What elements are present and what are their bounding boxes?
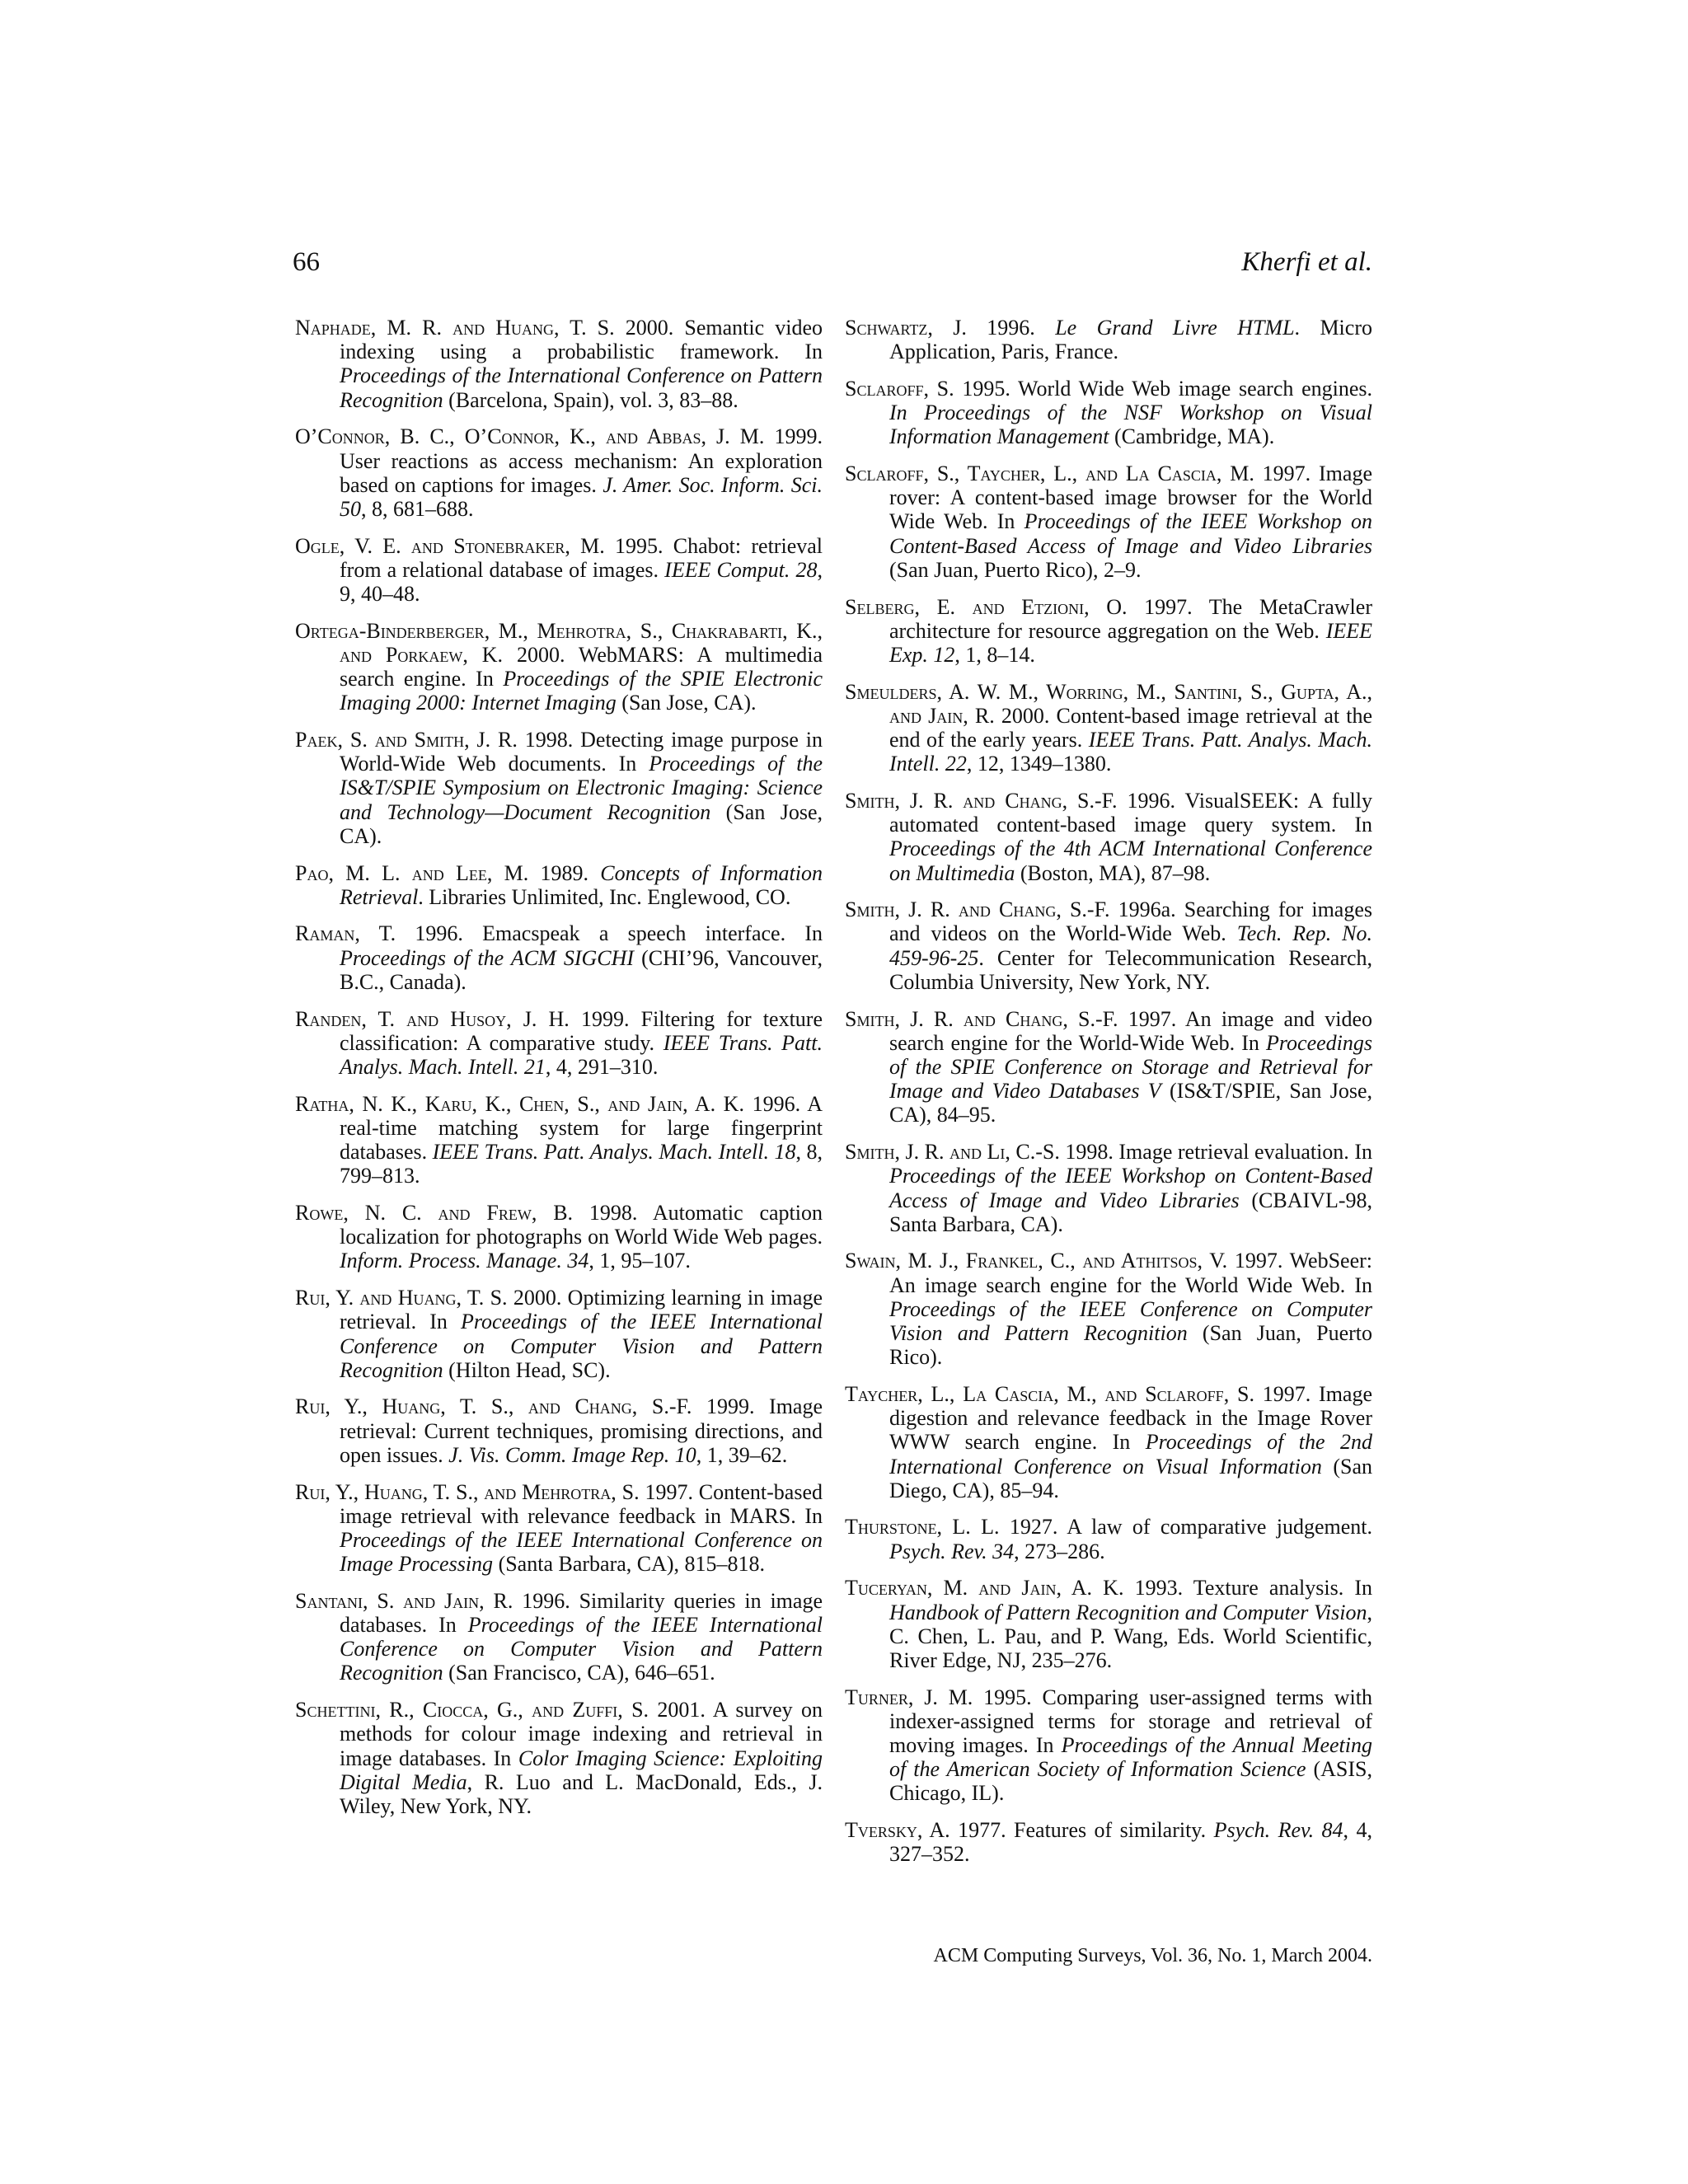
reference-text: 1997. Image rover: A content-based image browser for the World Wide Web. In — [889, 462, 1372, 534]
reference-venue: Concepts of Information Retrieval — [340, 860, 823, 909]
reference-authors: Ogle, V. E. and Stonebraker, M. — [295, 533, 605, 558]
reference-text: (IS&T/SPIE, San Jose, CA), 84–95. — [889, 1079, 1372, 1127]
reference-entry — [845, 1685, 1372, 1806]
reference-entry — [845, 1515, 1372, 1563]
reference-text: 1996. — [966, 316, 1056, 340]
reference-authors: Schettini, R., Ciocca, G., and Zuffi, S. — [295, 1698, 649, 1722]
reference-venue: Proceedings of the 4th ACM International Conference on Multimedia — [889, 837, 1372, 885]
reference-entry — [295, 1092, 823, 1188]
reference-entry — [295, 921, 823, 994]
reference-text: (Hilton Head, SC). — [443, 1357, 611, 1382]
reference-entry — [295, 1286, 823, 1382]
reference-text: 1998. Automatic caption localization for photographs on World Wide Web pages. — [340, 1201, 823, 1249]
reference-text: 1996a. Searching for images and videos on the World-Wide Web. — [889, 898, 1373, 946]
reference-entry — [845, 1576, 1372, 1672]
reference-venue: Proceedings of the SPIE Conference on Storage and Retrieval for Image and Video Databases V — [889, 1030, 1372, 1104]
reference-venue: Proceedings of the 2nd International Conference on Visual Information — [889, 1430, 1373, 1479]
running-title: Kherfi et al. — [1241, 247, 1372, 277]
reference-authors: Naphade, M. R. and Huang, T. S. — [295, 316, 615, 340]
reference-entry — [845, 1249, 1372, 1369]
reference-text: 1989. — [528, 860, 601, 885]
reference-entry — [845, 1818, 1372, 1866]
reference-text: 1998. Image retrieval evaluation. In — [1059, 1140, 1372, 1165]
reference-text: (Santa Barbara, CA), 815–818. — [493, 1552, 766, 1577]
reference-entry — [295, 1589, 823, 1685]
reference-text: (San Jose, CA). — [616, 691, 757, 715]
reference-venue: Le Grand Livre HTML — [1055, 316, 1295, 340]
reference-entry — [845, 1140, 1372, 1236]
reference-text: . Libraries Unlimited, Inc. Englewood, CO. — [418, 884, 791, 909]
reference-text: (CHI’96, Vancouver, B.C., Canada). — [340, 945, 823, 994]
reference-authors: Ortega-Binderberger, M., Mehrotra, S., Chakrabarti, K., and Porkaew, K. — [295, 618, 823, 667]
page-header — [293, 247, 1372, 288]
reference-venue: Proceedings of the SPIE Electronic Imaging 2000: Internet Imaging — [340, 667, 823, 715]
reference-text: 2000. Optimizing learning in image retrieval. In — [340, 1286, 823, 1334]
reference-text: 1997. The MetaCrawler architecture for resource aggregation on the Web. — [889, 594, 1372, 643]
reference-text: 2001. A survey on methods for colour image indexing and retrieval in image databases. In — [340, 1698, 823, 1770]
reference-authors: Paek, S. and Smith, J. R. — [295, 728, 518, 752]
references-left-column — [295, 316, 823, 1831]
reference-entry — [295, 619, 823, 715]
reference-entry — [845, 316, 1372, 363]
reference-venue: Proceedings of the ACM SIGCHI — [340, 945, 635, 970]
reference-authors: Swain, M. J., Frankel, C., and Athitsos, V. — [845, 1249, 1228, 1273]
reference-entry — [295, 861, 823, 909]
reference-authors: O’Connor, B. C., O’Connor, K., and Abbas, J. M. — [295, 424, 765, 449]
reference-text: , 9, 40–48. — [340, 557, 823, 607]
reference-text: (CBAIVL-98, Santa Barbara, CA). — [889, 1188, 1372, 1236]
reference-authors: Smith, J. R. and Chang, S.-F. — [845, 1006, 1118, 1031]
reference-text: (San Diego, CA), 85–94. — [889, 1454, 1372, 1502]
reference-text: (Cambridge, MA). — [1109, 424, 1275, 449]
reference-venue: Proceedings of the Annual Meeting of the American Society of Information Science — [889, 1733, 1372, 1782]
page-number: 66 — [293, 247, 320, 277]
reference-entry — [845, 462, 1372, 582]
reference-authors: Tuceryan, M. and Jain, A. K. — [845, 1576, 1124, 1601]
reference-venue: Proceedings of the IEEE International Conference on Computer Vision and Pattern Recognition — [340, 1613, 823, 1685]
reference-entry — [845, 1007, 1372, 1127]
reference-venue: Proceedings of the IEEE Conference on Computer Vision and Pattern Recognition — [889, 1296, 1372, 1346]
reference-authors: Sclaroff, S. — [845, 376, 954, 401]
reference-venue: IEEE Exp. 12 — [889, 618, 1372, 667]
reference-authors: Rui, Y. and Huang, T. S. — [295, 1286, 508, 1310]
reference-venue: Tech. Rep. No. 459-96-25 — [889, 921, 1372, 970]
reference-entry — [295, 316, 823, 412]
reference-text: , 1, 39–62. — [696, 1442, 788, 1467]
reference-entry — [295, 1394, 823, 1467]
reference-venue: Proceedings of the IEEE Workshop on Content-Based Access of Image and Video Libraries — [889, 509, 1372, 558]
reference-entry — [845, 595, 1372, 668]
reference-authors: Tversky, A. — [845, 1818, 950, 1843]
reference-text: 1999. User reactions as access mechanism: An exploration based on captions for images. — [340, 424, 823, 497]
reference-text: (San Jose, CA). — [340, 799, 823, 848]
reference-authors: Santani, S. and Jain, R. — [295, 1588, 513, 1613]
reference-text: (Barcelona, Spain), vol. 3, 83–88. — [443, 387, 738, 412]
reference-text: (ASIS, Chicago, IL). — [889, 1757, 1372, 1806]
reference-text: , 8, 799–813. — [340, 1140, 823, 1188]
reference-text: (Boston, MA), 87–98. — [1015, 860, 1211, 885]
reference-text: 1997. Content-based image retrieval with relevance feedback in MARS. In — [340, 1479, 823, 1528]
reference-entry — [845, 789, 1372, 885]
reference-entry — [845, 680, 1372, 776]
journal-footer: ACM Computing Surveys, Vol. 36, No. 1, March 2004. — [933, 1945, 1372, 1966]
reference-text: , C. Chen, L. Pau, and P. Wang, Eds. World Scientific, River Edge, NJ, 235–276. — [889, 1600, 1372, 1672]
reference-text: , 8, 681–688. — [361, 496, 474, 521]
reference-venue: IEEE Comput. 28 — [664, 557, 818, 582]
reference-text: , 273–286. — [1014, 1539, 1105, 1563]
reference-entry — [845, 898, 1372, 994]
reference-venue: Proceedings of the International Conference on Pattern Recognition — [340, 363, 823, 412]
reference-text: 1999. Image retrieval: Current techniques, promising directions, and open issues. — [340, 1394, 823, 1467]
reference-text: , R. Luo and L. MacDonald, Eds., J. Wiley, New York, NY. — [340, 1769, 823, 1818]
reference-text: 2000. WebMARS: A multimedia search engine. In — [340, 642, 823, 691]
reference-venue: In Proceedings of the NSF Workshop on Visual Information Management — [889, 401, 1372, 449]
reference-text: 1996. VisualSEEK: A fully automated content-based image query system. In — [889, 788, 1372, 837]
reference-entry — [295, 728, 823, 848]
reference-authors: Rui, Y., Huang, T. S., and Chang, S.-F. — [295, 1394, 692, 1419]
reference-venue: Color Imaging Science: Exploiting Digital Media — [340, 1746, 823, 1794]
reference-text: 1993. Texture analysis. In — [1123, 1576, 1372, 1601]
reference-authors: Smith, J. R. and Chang, S.-F. — [845, 788, 1118, 813]
reference-text: 1997. WebSeer: An image search engine for the World Wide Web. In — [889, 1249, 1372, 1297]
reference-text: (San Francisco, CA), 646–651. — [443, 1661, 715, 1685]
reference-text: 1997. Image digestion and relevance feedback in the Image Rover WWW search engine. In — [889, 1381, 1372, 1455]
reference-text: 1999. Filtering for texture classification: A comparative study. — [340, 1006, 823, 1055]
reference-text: . Center for Telecommunication Research, Columbia University, New York, NY. — [889, 945, 1372, 994]
references-right-column — [845, 316, 1372, 1879]
reference-text: 2000. Content-based image retrieval at the end of the early years. — [889, 703, 1372, 752]
reference-text: 1995. Comparing user-assigned terms with indexer-assigned terms for storage and retrieval of moving images. In — [889, 1685, 1372, 1758]
reference-venue: Proceedings of the IEEE International Conference on Image Processing — [340, 1527, 823, 1577]
reference-venue: IEEE Trans. Patt. Analys. Mach. Intell. 18 — [432, 1140, 796, 1165]
reference-entry — [845, 377, 1372, 449]
reference-venue: Handbook of Pattern Recognition and Computer Vision — [889, 1600, 1367, 1624]
reference-authors: Smeulders, A. W. M., Worring, M., Santini, S., Gupta, A., and Jain, R. — [845, 679, 1372, 728]
reference-authors: Smith, J. R. and Chang, S.-F. — [845, 898, 1110, 922]
reference-authors: Selberg, E. and Etzioni, O. — [845, 594, 1128, 619]
reference-entry — [295, 1007, 823, 1080]
reference-authors: Raman, T. — [295, 921, 396, 946]
reference-venue: Proceedings of the IS&T/SPIE Symposium on Electronic Imaging: Science and Technology—Document Recognition — [340, 752, 823, 824]
reference-text: , 4, 291–310. — [545, 1054, 659, 1079]
reference-text: (San Juan, Puerto Rico), 2–9. — [889, 557, 1142, 582]
reference-text: 2000. Semantic video indexing using a probabilistic framework. In — [340, 316, 823, 364]
reference-text: , 12, 1349–1380. — [966, 752, 1112, 776]
reference-entry — [295, 1698, 823, 1818]
reference-text: . Micro Application, Paris, France. — [889, 316, 1372, 364]
reference-venue: Psych. Rev. 34 — [889, 1539, 1015, 1563]
reference-text: 1997. An image and video search engine for the World-Wide Web. In — [889, 1006, 1372, 1055]
reference-text: 1996. Similarity queries in image databases. In — [340, 1588, 823, 1638]
reference-authors: Thurstone, L. L. — [845, 1515, 1000, 1540]
reference-venue: Inform. Process. Manage. 34 — [340, 1249, 589, 1273]
reference-text: 1996. A real-time matching system for large fingerprint databases. — [340, 1091, 823, 1165]
reference-venue: IEEE Trans. Patt. Analys. Mach. Intell. 22 — [889, 728, 1372, 776]
reference-authors: Schwartz, J. — [845, 316, 967, 340]
reference-authors: Pao, M. L. and Lee, M. — [295, 860, 529, 885]
reference-authors: Smith, J. R. and Li, C.-S. — [845, 1140, 1060, 1165]
reference-text: 1927. A law of comparative judgement. — [999, 1515, 1372, 1540]
reference-authors: Sclaroff, S., Taycher, L., and La Cascia, M. — [845, 462, 1254, 486]
reference-authors: Taycher, L., La Cascia, M., and Sclaroff, S. — [845, 1381, 1254, 1406]
reference-entry — [295, 424, 823, 521]
reference-authors: Rowe, N. C. and Frew, B. — [295, 1201, 574, 1225]
reference-entry — [295, 1201, 823, 1273]
reference-text: 1998. Detecting image purpose in World-Wide Web documents. In — [340, 728, 823, 776]
reference-entry — [295, 534, 823, 607]
reference-authors: Rui, Y., Huang, T. S., and Mehrotra, S. — [295, 1479, 640, 1504]
reference-venue: Proceedings of the IEEE International Conference on Computer Vision and Pattern Recognition — [340, 1310, 823, 1382]
reference-venue: J. Amer. Soc. Inform. Sci. 50 — [340, 472, 823, 521]
reference-text: (San Juan, Puerto Rico). — [889, 1321, 1372, 1370]
reference-authors: Turner, J. M. — [845, 1685, 973, 1709]
reference-venue: Proceedings of the IEEE Workshop on Content-Based Access of Image and Video Libraries — [889, 1164, 1372, 1212]
reference-text: , 1, 95–107. — [588, 1249, 691, 1273]
reference-entry — [845, 1382, 1372, 1502]
reference-text: 1977. Features of similarity. — [950, 1818, 1214, 1843]
reference-venue: Psych. Rev. 84 — [1213, 1818, 1343, 1843]
reference-venue: IEEE Trans. Patt. Analys. Mach. Intell. 21 — [340, 1030, 823, 1079]
reference-entry — [295, 1480, 823, 1577]
reference-text: , 4, 327–352. — [889, 1818, 1372, 1867]
reference-venue: J. Vis. Comm. Image Rep. 10 — [448, 1442, 696, 1467]
reference-text: 1995. Chabot: retrieval from a relational database of images. — [340, 533, 823, 582]
reference-authors: Randen, T. and Husoy, J. H. — [295, 1006, 570, 1031]
reference-text: 1996. Emacspeak a speech interface. In — [396, 921, 823, 946]
reference-authors: Ratha, N. K., Karu, K., Chen, S., and Jain, A. K. — [295, 1091, 744, 1116]
reference-text: 1995. World Wide Web image search engines. — [954, 376, 1372, 401]
reference-text: , 1, 8–14. — [954, 642, 1035, 667]
